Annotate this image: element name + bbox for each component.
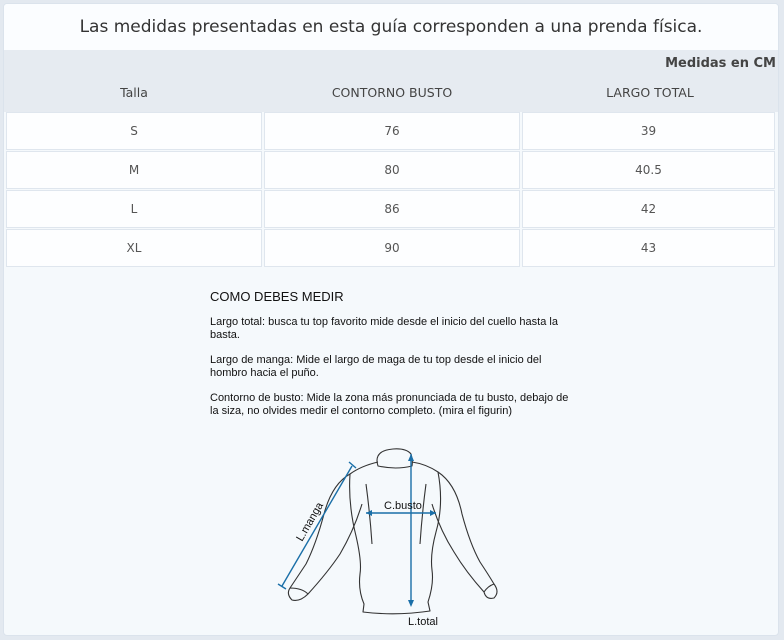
length-cell: 42	[522, 190, 775, 228]
bust-cell: 80	[264, 151, 520, 189]
header-size: Talla	[120, 85, 148, 100]
units-label: Medidas en CM	[665, 56, 776, 71]
notice-banner: Las medidas presentadas en esta guía corresponden a una prenda física.	[4, 4, 778, 51]
table-row	[6, 112, 777, 150]
length-cell: 40.5	[522, 151, 775, 189]
header-length: LARGO TOTAL	[606, 85, 694, 100]
garment-sketch-icon	[266, 444, 526, 636]
bust-cell: 86	[264, 190, 520, 228]
header-bust: CONTORNO BUSTO	[331, 85, 453, 100]
sleeve-label: L.manga	[294, 500, 327, 544]
size-cell: S	[6, 112, 262, 150]
bust-label: C.busto	[384, 500, 422, 512]
length-cell: 43	[522, 229, 775, 267]
bust-cell: 76	[264, 112, 520, 150]
garment-figure	[266, 444, 526, 636]
table-row	[6, 190, 777, 228]
table-header	[4, 50, 778, 112]
bust-cell: 90	[264, 229, 520, 267]
size-cell: L	[6, 190, 262, 228]
measuring-guide	[210, 289, 580, 430]
size-cell: XL	[6, 229, 262, 267]
table-row	[6, 229, 777, 267]
length-cell: 39	[522, 112, 775, 150]
table-row	[6, 151, 777, 189]
size-guide-panel	[3, 3, 779, 636]
guide-largo-manga: Largo de manga: Mide el largo de maga de tu top desde el inicio del hombro hacia el puño.	[210, 354, 542, 379]
guide-title: COMO DEBES MEDIR	[210, 289, 344, 304]
total-length-label: L.total	[408, 616, 438, 628]
size-cell: M	[6, 151, 262, 189]
size-table-body	[6, 112, 777, 268]
guide-largo-total: Largo total: busca tu top favorito mide desde el inicio del cuello hasta la basta.	[210, 316, 558, 341]
guide-contorno-busto: Contorno de busto: Mide la zona más pronunciada de tu busto, debajo de la siza, no olvides medir el contorno completo. (mira el figurin)	[210, 392, 569, 417]
